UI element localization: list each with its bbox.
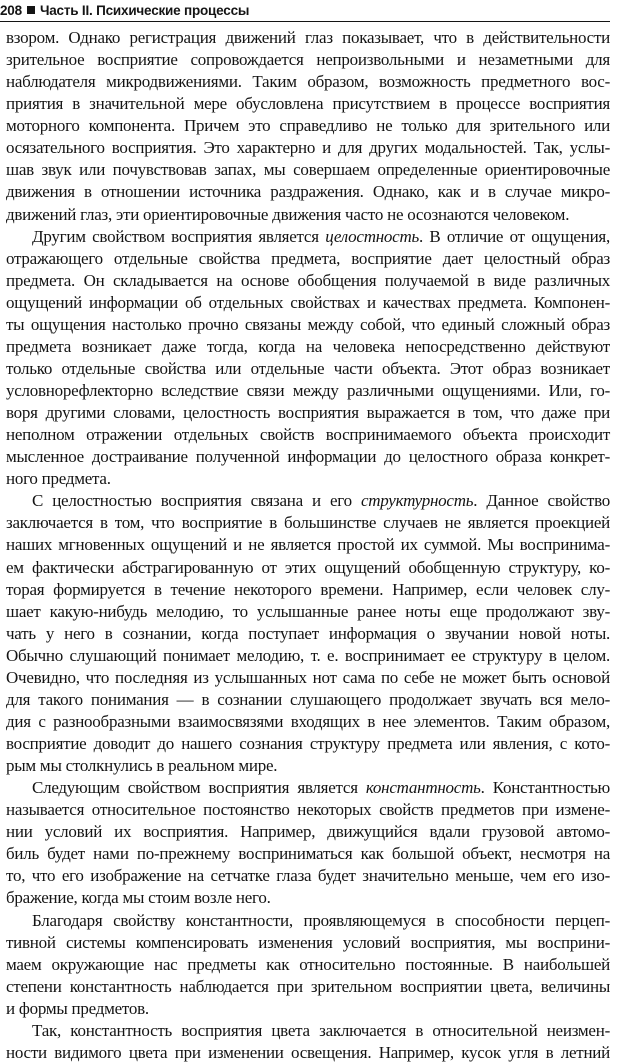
text-run: . Константностью [480,778,610,798]
italic-term: константность [365,778,481,798]
header-rule [0,21,610,22]
text-line: условнорефлекторно вследствие связи между различными ощущениями. Или, го- [6,381,610,400]
text-line: моторного компонента. Причем это справедливо не только для зрительного или [6,116,610,136]
text-line: торая формируется в течение некоторого времени. Например, если человек слу- [6,579,610,599]
text-line: и формы предметов. [6,998,149,1018]
chapter-title: Часть II. Психические процессы [39,2,250,18]
text-run: . В отличие от ощущения, [418,226,610,246]
paragraph [6,490,610,777]
text-line: для такого понимания — в сознании слушающего продолжает звучать вся мело- [6,689,610,709]
text-line: Обычно слушающий понимает мелодию, т. е. воспринимает ее структуру в целом. [6,645,610,665]
text-line: отражающего отдельные свойства предмета, восприятие дает целостный образ [6,248,610,268]
text-line: чать у него в сознании, когда поступает информация о звучании новой ноты. [6,623,610,643]
text-line: предмета возникает даже тогда, когда на человека непосредственно действуют [6,336,610,356]
text-line: биль будет нами по-прежнему восприниматься как большой объект, несмотря на [6,844,610,864]
text-run: С целостностью восприятия связана и его [32,491,361,511]
text-line: называется относительное постоянство некоторых свойств предметов при измене- [6,800,610,820]
text-line [6,226,610,248]
text-run: Следующим свойством восприятия является [32,778,366,798]
text-line: воря другими словами, целостность восприятия выражается в том, что даже при [6,403,610,423]
text-line: Благодаря свойству константности, проявляющемуся в способности перцеп- [32,910,610,930]
page-number: 208 [0,2,22,18]
text-line: шает какую-нибудь мелодию, то услышанные ранее ноты еще продолжают зву- [6,601,610,621]
square-bullet-icon [27,6,35,14]
text-line: ощущений информации об отдельных свойствах и качествах предмета. Компонен- [6,292,610,312]
text-line: Так, константность восприятия цвета заключается в относительной неизмен- [32,1020,610,1040]
text-line: нии условий их восприятия. Например, движущийся вдали грузовой автомо- [6,822,610,842]
paragraph [6,27,610,226]
text-line: бражение, когда мы стоим возле него. [6,888,271,908]
text-line: осязательного восприятия. Это характерно и для других модальностей. Так, услы- [6,138,610,158]
text-line: ности видимого цвета при изменении освещения. Например, кусок угля в летний [6,1042,610,1062]
text-line: ты ощущения настолько прочно связаны между собой, что единый сложный образ [6,314,610,334]
italic-term: целостность [325,226,419,246]
text-line: взором. Однако регистрация движений глаз показывает, что в действительности [6,28,610,47]
text-line: движения в отношении источника раздражения. Однако, как и в случае микро- [6,182,610,202]
text-run: Другим свойством восприятия является [32,226,326,246]
text-line: приятия в значительной мере обусловлена присутствием в процессе восприятия [6,94,610,114]
text-line: рым мы столкнулись в реальном мире. [6,756,278,776]
text-line [6,777,610,799]
text-line: то, что его изображение на сетчатке глаза будет значительно меньше, чем его изо- [6,866,610,886]
body-text [6,27,610,1064]
paragraph [6,226,610,491]
text-line [6,490,610,512]
text-line: предмета. Он складывается на основе обобщения получаемой в виде различных [6,270,610,290]
text-line: зрительное восприятие сопровождается непроизвольными и незаметными для [6,50,610,70]
text-line: дия с разнообразными взаимосвязями входящих в нее элементов. Таким образом, [6,711,610,731]
paragraph [6,777,610,909]
italic-term: структурность [360,491,474,511]
paragraph [6,910,610,1020]
text-line: восприятие доводит до нашего сознания структуру предмета или явления, с кото- [6,734,610,753]
text-run: . Данное свойство [473,491,610,511]
text-line: маем окружающие нас предметы как относительно постоянные. В наибольшей [6,954,610,974]
text-line: ного предмета. [6,469,111,489]
text-line: только отдельные свойства или отдельные части объекта. Этот образ возникает [6,358,610,378]
running-header [0,1,249,19]
text-line: тивной системы компенсировать изменения условий восприятия, мы восприни- [6,932,610,952]
text-line: неполном отражении отдельных свойств воспринимаемого объекта происходит [6,425,610,445]
paragraph [6,1020,610,1064]
text-line: движений глаз, эти ориентировочные движения часто не осознаются человеком. [6,204,570,224]
text-line: шав звук или почувствовав запах, мы совершаем определенные ориентировочные [6,160,610,180]
text-line: ем фактически абстрагированную от этих ощущений обобщенную структуру, ко- [6,557,610,577]
text-line: степени константность наблюдается при зрительном восприятии цвета, величины [6,976,610,996]
text-line: наших мгновенных ощущений и не является простой их суммой. Мы воспринима- [6,535,610,555]
text-line: мысленное достраивание полученной информации до целостного образа конкрет- [6,447,610,467]
text-line: наблюдателя микродвижениями. Таким образом, возможность предметного вос- [6,72,610,92]
text-line: заключается в том, что восприятие в большинстве случаев не является проекцией [6,513,610,533]
text-line: Очевидно, что последняя из услышанных нот сама по себе не может быть основой [6,667,610,687]
